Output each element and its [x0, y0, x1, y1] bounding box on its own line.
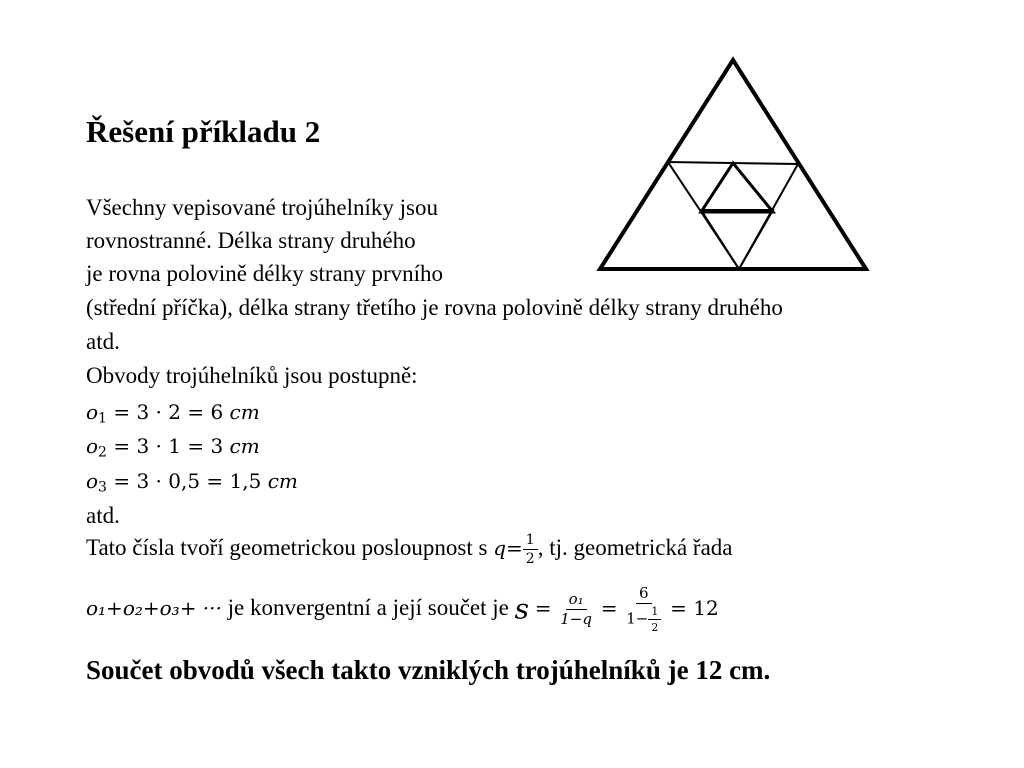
conclusion: Součet obvodů všech takto vzniklých trojúhelníků je 12 cm.: [86, 655, 771, 685]
sum-fraction-2-den: [623, 604, 664, 633]
ratio-numerator: 1: [523, 533, 538, 550]
sum-fraction-1: [557, 592, 595, 627]
perimeter-2-index: 2: [98, 444, 107, 461]
perimeter-1-label: o: [86, 400, 99, 424]
sum-fraction-2: [623, 586, 664, 633]
perimeter-2-unit: cm: [229, 434, 260, 458]
perimeter-3-expr: = 3 · 0,5 = 1,5: [113, 469, 262, 493]
series-line: [86, 586, 719, 633]
inner-fraction-den: 2: [651, 621, 659, 634]
text-line-2: rovnostranné. Délka strany druhého: [86, 228, 416, 253]
text-line-6: Obvody trojúhelníků jsou postupně:: [86, 363, 418, 388]
series-text: je konvergentní a její součet je: [227, 594, 509, 620]
perimeter-2: [86, 430, 260, 469]
perimeter-3-label: o: [86, 469, 99, 493]
inner-fraction-num: 1: [648, 606, 661, 620]
sum-eq-2: =: [600, 595, 618, 620]
perimeter-2-expr: = 3 · 1 = 3: [113, 434, 224, 458]
sum-eq-1: =: [534, 595, 552, 620]
perimeter-1-index: 1: [98, 410, 107, 427]
sequence-prefix: Tato čísla tvoří geometrickou posloupnost s: [86, 535, 488, 560]
perimeter-1-expr: = 3 · 2 = 6: [113, 400, 224, 424]
slide-title: Řešení příkladu 2: [86, 114, 321, 149]
inner-fraction: [648, 606, 661, 633]
text-line-4: (střední příčka), délka strany třetího je rovna polovině délky strany druhého: [86, 295, 783, 320]
nested-triangles-figure: [590, 50, 880, 280]
ratio-fraction: [523, 533, 538, 566]
sum-fraction-2-num: 6: [636, 586, 652, 604]
sequence-suffix: , tj. geometrická řada: [537, 535, 733, 560]
second-triangle: [668, 162, 798, 269]
text-line-1: Všechny vepisované trojúhelníky jsou: [86, 195, 438, 220]
series-terms: o₁+o₂+o₃+ ···: [86, 595, 222, 620]
fourth-triangle: [701, 210, 773, 269]
sum-fraction-1-num: o₁: [566, 592, 587, 610]
perimeter-3: [86, 465, 298, 504]
text-line-5: atd.: [86, 329, 120, 354]
perimeter-3-unit: cm: [267, 469, 298, 493]
ratio-denominator: 2: [525, 551, 535, 568]
ratio-eq: =: [506, 536, 523, 560]
perimeter-3-index: 3: [98, 479, 107, 496]
ratio-q: q: [493, 536, 507, 560]
sum-result: = 12: [670, 595, 719, 620]
sum-fraction-1-den: 1−q: [560, 610, 592, 628]
sum-s: s: [514, 592, 529, 626]
third-triangle: [701, 163, 773, 212]
perimeter-2-label: o: [86, 434, 99, 458]
sum-fraction-2-den-prefix: 1−: [626, 609, 649, 628]
text-atd-2: atd.: [86, 503, 120, 528]
perimeter-1-unit: cm: [229, 400, 260, 424]
perimeter-1: [86, 396, 260, 435]
text-line-3: je rovna polovině délky strany prvního: [86, 261, 444, 286]
sequence-line: [86, 532, 733, 566]
